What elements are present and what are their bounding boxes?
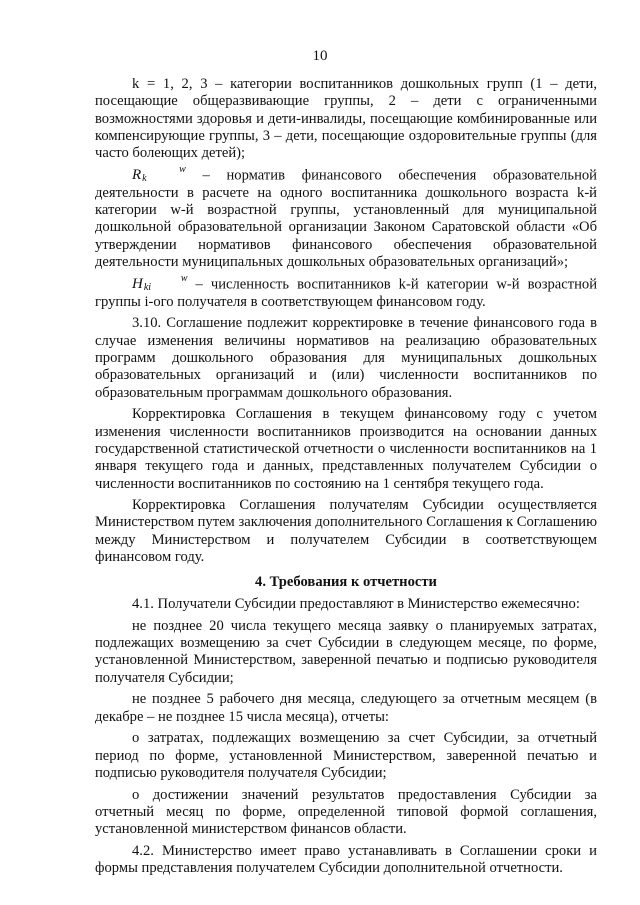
page-number: 10 [312,48,328,64]
paragraph-correction-agreement: Корректировка Соглашения получателям Субсидии осуществляется Министерством путем заключения дополнительного Соглашения к Соглашению между Министерством и получателем Субсидии в соответствующем финансовом году. [95,497,597,566]
paragraph-reports-deadline: не позднее 5 рабочего дня месяца, следующего за отчетным месяцем (в декабре – не позднее 15 числа месяца), отчеты: [95,691,597,725]
count-symbol: H w ki [132,272,188,293]
paragraph-norm-definition: R w k – норматив финансового обеспечения образовательной деятельности в расчете на одного воспитанника дошкольного возраста k-й категории w-й возрастной группы, установленный для муниципальной дошкольной образовательной организации Законом Саратовской области «Об утверждении нормативов финансового обеспечения образовательной деятельности муниципальных дошкольных образовательных организаций»; [95,163,597,271]
paragraph-correction-count: Корректировка Соглашения в текущем финансовому году с учетом изменения численности воспитанников производится на основании данных государственной статистической отчетности о численности воспитанников на 1 января текущего года и данных, представленных получателем Субсидии о численности воспитанников по состоянию на 1 сентября текущего года. [95,406,597,492]
document-body [95,76,597,877]
paragraph-application-deadline: не позднее 20 числа текущего месяца заявку о планируемых затратах, подлежащих возмещению за счет Субсидии в следующем месяце, по форме, установленной Министерством, заверенной печатью и подписью руководителя получателя Субсидии; [95,617,597,686]
paragraph-4-1: 4.1. Получатели Субсидии предоставляют в Министерство ежемесячно: [132,596,580,613]
paragraph-4-2: 4.2. Министерство имеет право устанавливать в Соглашении сроки и формы представления получателем Субсидии дополнительной отчетности. [95,842,597,877]
paragraph-3-10: 3.10. Соглашение подлежит корректировке в течение финансового года в случае изменения величины нормативов на реализацию образовательных программ дошкольного образования для муниципальных дошкольных образовательных организаций и (или) численности воспитанников по образовательным программам дошкольного образования. [95,315,597,401]
paragraph-k-categories: k = 1, 2, 3 – категории воспитанников дошкольных групп (1 – дети, посещающие общеразвивающие группы, 2 – дети с ограниченными возможностями здоровья и дети-инвалиды, посещающие комбинированные или компенсирующие группы, 3 – дети, посещающие оздоровительные группы (для часто болеющих детей); [95,76,597,162]
paragraph-results-report: о достижении значений результатов предоставления Субсидии за отчетный месяц по форме, определенной типовой формой соглашения, установленной министерством финансов области. [95,786,597,838]
norm-symbol: R w k [132,163,186,184]
paragraph-count-definition: H w ki – численность воспитанников k-й категории w-й возрастной группы i-ого получателя в соответствующем финансовом году. [95,272,597,310]
section-heading-reporting: 4. Требования к отчетности [255,574,437,591]
paragraph-costs-report: о затратах, подлежащих возмещению за счет Субсидии, за отчетный период по форме, установленной Министерством, заверенной печатью и подписью руководителя получателя Субсидии; [95,730,597,781]
